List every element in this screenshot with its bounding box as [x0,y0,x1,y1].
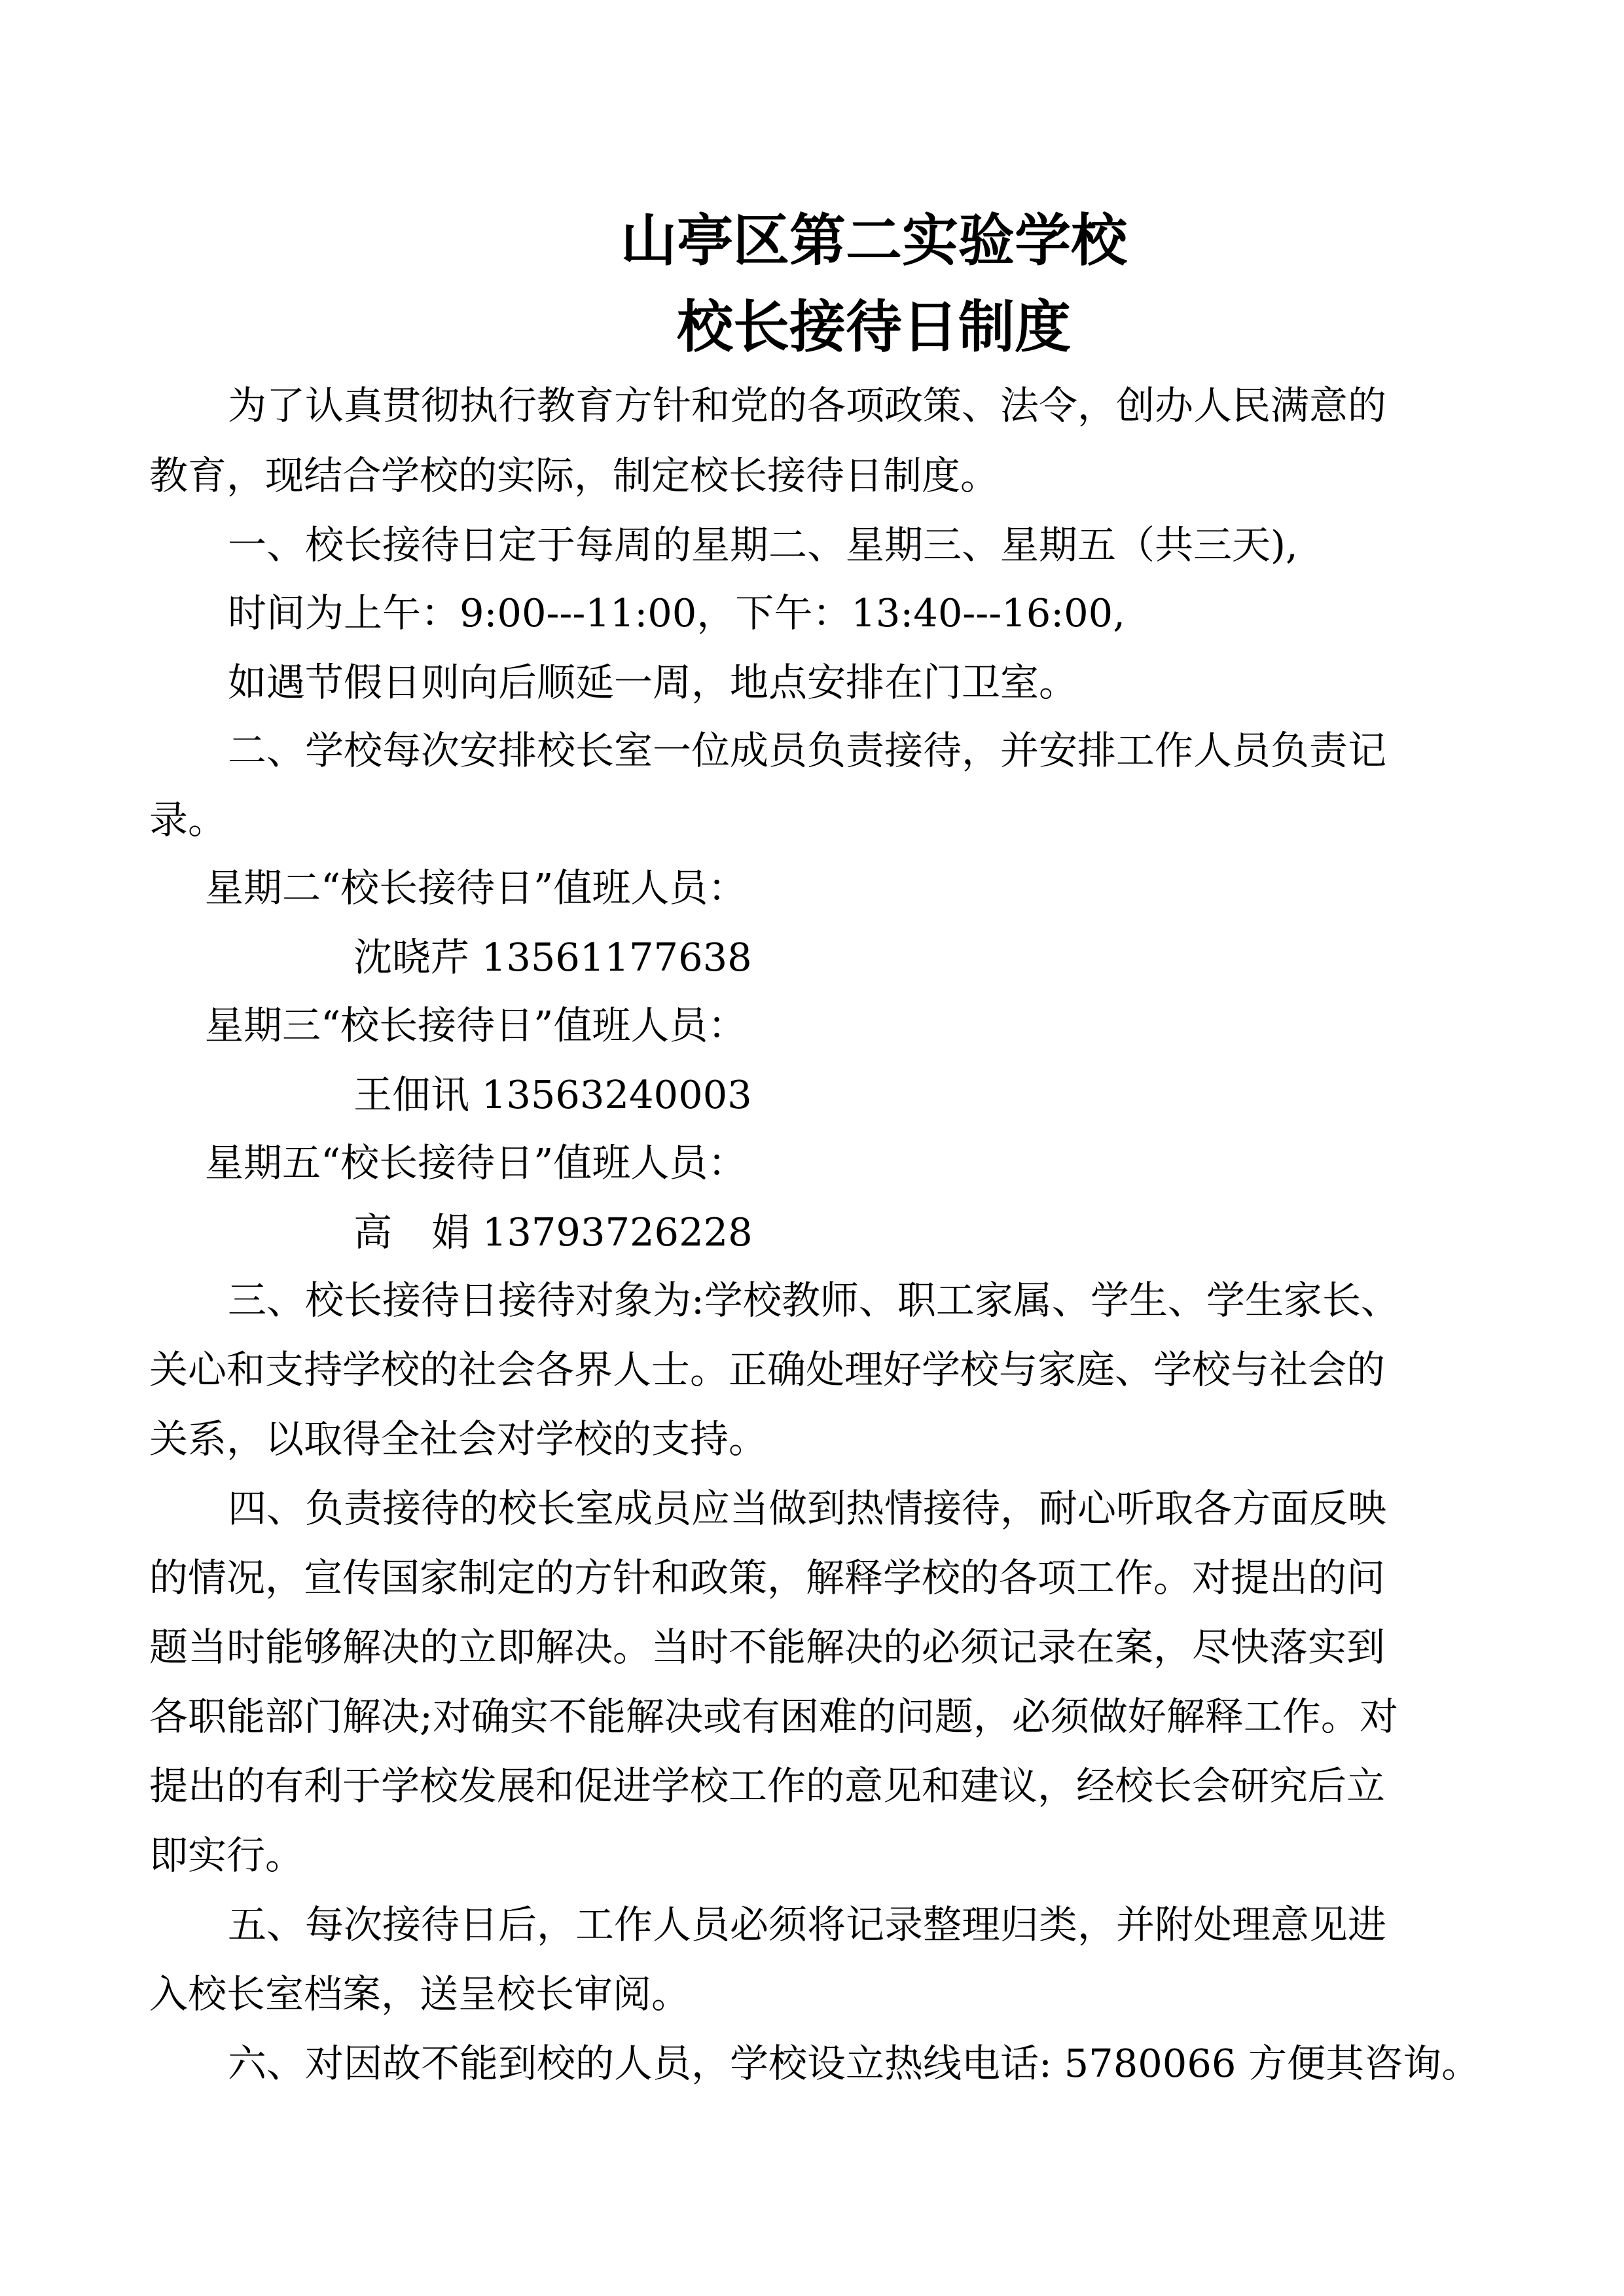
section1-line: 时间为上午：9:00---11:00，下午：13:40---16:00, [228,590,1125,636]
duty-person-wednesday [353,1072,752,1118]
duty-phone: 13793726228 [482,1210,753,1255]
section5-line: 五、每次接待日后，工作人员必须将记录整理归类，并附处理意见进 [228,1902,1387,1947]
section4-line: 四、负责接待的校长室成员应当做到热情接待，耐心听取各方面反映 [228,1486,1387,1531]
duty-label-friday: 星期五“校长接待日”值班人员： [205,1140,747,1185]
duty-person-tuesday [353,935,752,980]
duty-name: 沈晓芹 [353,935,470,980]
section4-line: 的情况，宣传国家制定的方针和政策，解释学校的各项工作。对提出的问 [149,1555,1386,1600]
intro-line: 为了认真贯彻执行教育方针和党的各项政策、法令，创办人民满意的 [228,383,1387,428]
document-title: 山亭区第二实验学校 [621,208,1127,274]
duty-label-wednesday: 星期三“校长接待日”值班人员： [205,1003,747,1048]
duty-phone: 13563240003 [481,1072,752,1117]
section3-line: 三、校长接待日接待对象为:学校教师、职工家属、学生、学生家长、 [228,1278,1399,1323]
section1-line: 如遇节假日则向后顺延一周，地点安排在门卫室。 [228,660,1078,705]
section2-line: 二、学校每次安排校长室一位成员负责接待，并安排工作人员负责记 [228,728,1387,773]
section3-line: 关心和支持学校的社会各界人士。正确处理好学校与家庭、学校与社会的 [149,1347,1386,1392]
section6-line: 六、对因故不能到校的人员，学校设立热线电话: 5780066 方便其咨询。 [228,2041,1481,2086]
duty-person-friday [353,1210,753,1255]
section4-line: 提出的有利于学校发展和促进学校工作的意见和建议，经校长会研究后立 [149,1763,1386,1808]
section5-line: 入校长室档案，送呈校长审阅。 [149,1971,691,2017]
section4-line: 即实行。 [149,1833,304,1878]
section3-line: 关系，以取得全社会对学校的支持。 [149,1416,768,1462]
document-subtitle: 校长接待日制度 [677,295,1071,360]
duty-name-first: 高 [353,1210,393,1255]
section1-line: 一、校长接待日定于每周的星期二、星期三、星期五（共三天), [228,522,1298,567]
duty-name: 王佃讯 [353,1072,470,1117]
duty-phone: 13561177638 [481,935,752,980]
section2-line: 录。 [149,797,227,842]
duty-label-tuesday: 星期二“校长接待日”值班人员： [205,865,747,910]
section4-line: 各职能部门解决;对确实不能解决或有困难的问题，必须做好解释工作。对 [149,1694,1398,1739]
section4-line: 题当时能够解决的立即解决。当时不能解决的必须记录在案，尽快落实到 [149,1624,1386,1670]
intro-line: 教育，现结合学校的实际，制定校长接待日制度。 [149,453,1000,498]
duty-name-last: 娟 [431,1210,471,1255]
